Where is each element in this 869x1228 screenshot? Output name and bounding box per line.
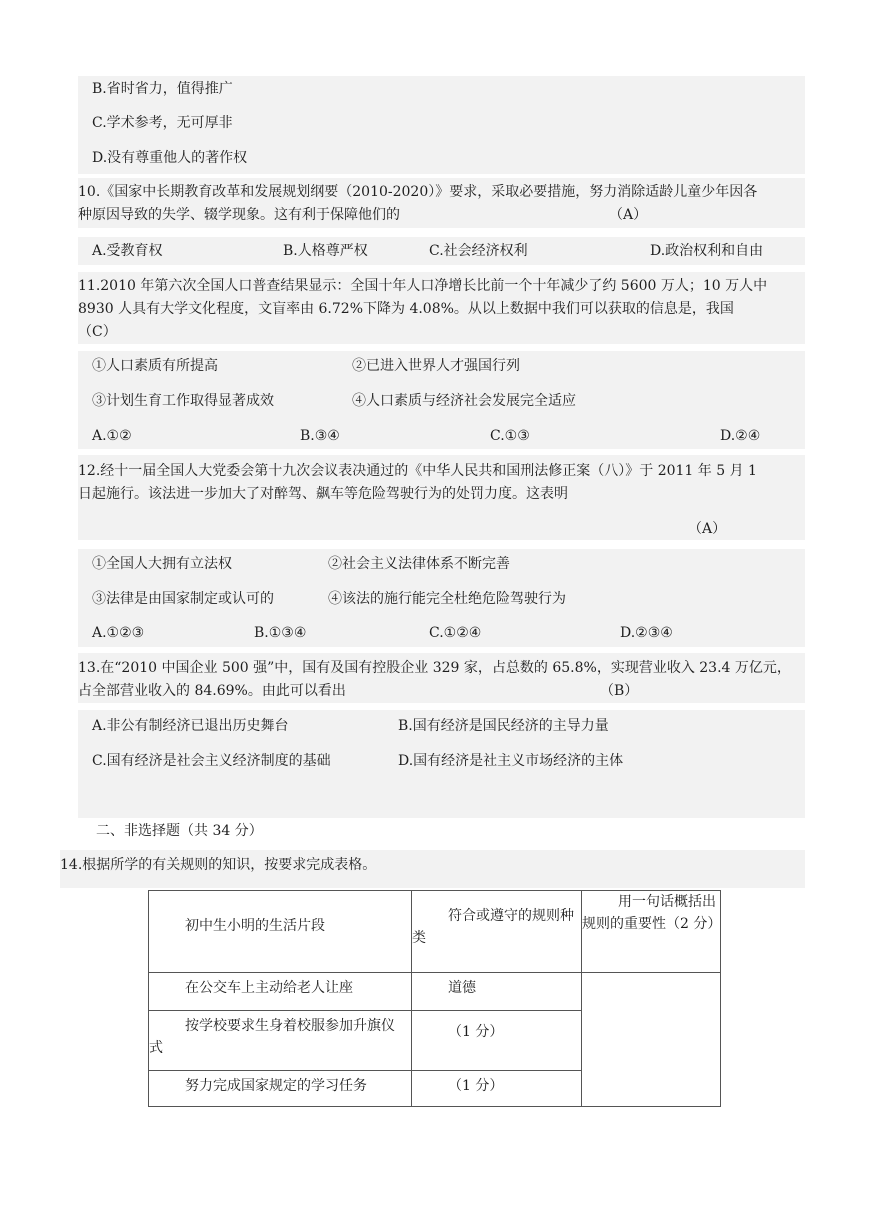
q12-answer: （A） [688, 521, 727, 537]
q12-option-a: A.①②③ [92, 625, 145, 641]
q12-option-b: B.①③④ [254, 625, 307, 641]
q13-option-b: B.国有经济是国民经济的主导力量 [398, 718, 609, 734]
q9-option-d: D.没有尊重他人的著作权 [92, 150, 248, 166]
q11-statement-1: ①人口素质有所提高 [92, 358, 218, 374]
q12-statement-3: ③法律是由国家制定或认可的 [92, 591, 274, 607]
q11-statement-3: ③计划生育工作取得显著成效 [92, 393, 274, 409]
q10-option-d: D.政治权利和自由 [650, 243, 764, 259]
table-row-kind[interactable]: （1 分） [412, 1011, 582, 1071]
q12-statement-2: ②社会主义法律体系不断完善 [328, 556, 510, 572]
table-header-importance: 用一句话概括出规则的重要性（2 分） [582, 891, 721, 973]
table-row-scene: 按学校要求生身着校服参加升旗仪式 [149, 1011, 412, 1071]
q10-option-c: C.社会经济权利 [429, 243, 528, 259]
importance-answer-cell[interactable] [582, 973, 721, 1107]
q10-stem-line2: 种原因导致的失学、辍学现象。这有利于保障他们的 [78, 207, 400, 223]
q13-option-c: C.国有经济是社会主义经济制度的基础 [92, 753, 331, 769]
table-row-kind[interactable]: （1 分） [412, 1071, 582, 1107]
q11-option-a: A.①② [92, 428, 132, 444]
q11-option-d: D.②④ [720, 428, 761, 444]
q10-answer: （A） [609, 207, 648, 223]
q14-prompt: 14.根据所学的有关规则的知识，按要求完成表格。 [60, 857, 377, 873]
q11-option-b: B.③④ [300, 428, 340, 444]
q12-option-c: C.①②④ [429, 625, 482, 641]
table-row-kind: 道德 [412, 973, 582, 1011]
q11-statement-2: ②已进入世界人才强国行列 [352, 358, 520, 374]
q13-stem-line1: 13.在“2010 中国企业 500 强”中，国有及国有控股企业 329 家，占总数的 65.8%，实现营业收入 23.4 万亿元， [78, 660, 791, 676]
q12-stem-line2: 日起施行。该法进一步加大了对醉驾、飙车等危险驾驶行为的处罚力度。这表明 [78, 486, 568, 502]
rules-table [148, 890, 721, 1107]
q13-option-d: D.国有经济是社主义市场经济的主体 [398, 753, 624, 769]
q12-stem-line1: 12.经十一届全国人大党委会第十九次会议表决通过的《中华人民共和国刑法修正案（八）》于 2011 年 5 月 1 [78, 463, 757, 479]
table-row-scene: 在公交车上主动给老人让座 [149, 973, 412, 1011]
q10-option-b: B.人格尊严权 [283, 243, 368, 259]
q12-statement-1: ①全国人大拥有立法权 [92, 556, 232, 572]
q11-answer: （C） [78, 324, 117, 340]
table-header-scene: 初中生小明的生活片段 [149, 891, 412, 973]
q11-statement-4: ④人口素质与经济社会发展完全适应 [352, 393, 576, 409]
q11-stem-line2: 8930 人具有大学文化程度，文盲率由 6.72%下降为 4.08%。从以上数据中我们可以获取的信息是，我国 [78, 301, 734, 317]
q11-stem-line1: 11.2010 年第六次全国人口普查结果显示：全国十年人口净增长比前一个十年减少了约 5600 万人；10 万人中 [78, 278, 768, 294]
q12-statement-4: ④该法的施行能完全杜绝危险驾驶行为 [328, 591, 566, 607]
q11-option-c: C.①③ [490, 428, 530, 444]
q13-stem-line2: 占全部营业收入的 84.69%。由此可以看出 [78, 683, 346, 699]
table-row-scene: 努力完成国家规定的学习任务 [149, 1071, 412, 1107]
q10-stem-line1: 10.《国家中长期教育改革和发展规划纲要（2010-2020）》要求，采取必要措施，努力消除适龄儿童少年因各 [78, 184, 758, 200]
q12-option-d: D.②③④ [620, 625, 673, 641]
q10-option-a: A.受教育权 [92, 243, 163, 259]
table-header-kind: 符合或遵守的规则种类 [412, 891, 582, 973]
q9-option-b: B.省时省力，值得推广 [92, 81, 233, 97]
q13-option-a: A.非公有制经济已退出历史舞台 [92, 718, 289, 734]
q13-answer: （B） [600, 683, 639, 699]
q9-option-c: C.学术参考，无可厚非 [92, 115, 233, 131]
section-title: 二、非选择题（共 34 分） [96, 823, 263, 839]
